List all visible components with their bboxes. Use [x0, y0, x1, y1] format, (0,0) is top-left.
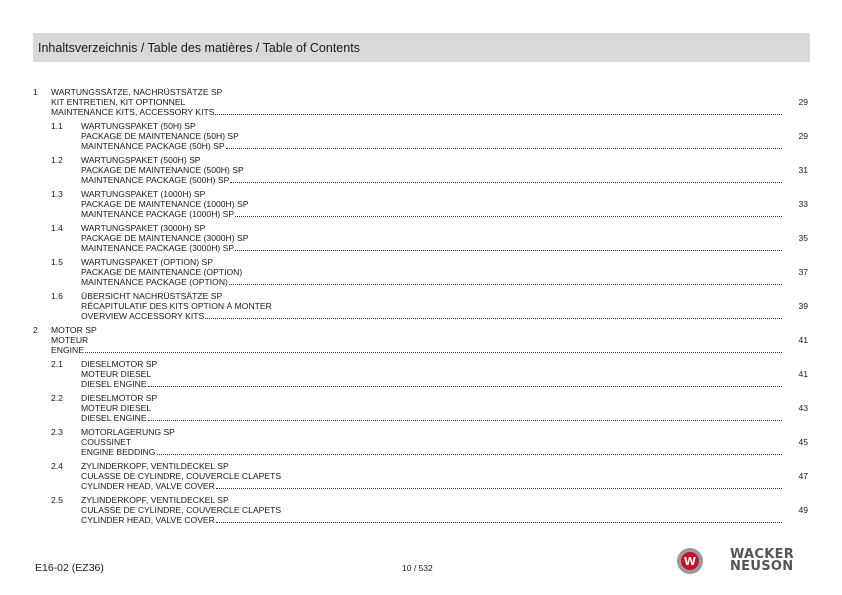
toc-entry-leader-row [81, 243, 810, 253]
toc-entry-page-number: 37 [798, 267, 808, 277]
toc-entry-title-line: DIESELMOTOR SP [81, 359, 158, 369]
toc-entry-title-line: MAINTENANCE PACKAGE (3000H) SP [81, 243, 235, 253]
toc-entry-leader-row [81, 447, 810, 457]
dot-leader [229, 284, 782, 285]
dot-leader [235, 216, 782, 217]
toc-entry-title-line: MAINTENANCE KITS, ACCESSORY KITS [51, 107, 215, 117]
toc-entry-leader-row [81, 413, 810, 423]
toc-entry-title-line: COUSSINET [81, 437, 132, 447]
toc-entry-number: 1.2 [51, 155, 63, 165]
toc-entry-number: 2.3 [51, 427, 63, 437]
toc-entry-number: 1.1 [51, 121, 63, 131]
toc-entry-leader-row [81, 481, 810, 491]
page-header [33, 33, 810, 62]
toc-entry-number: 2 [33, 325, 38, 335]
toc-entry-leader-row [81, 379, 810, 389]
toc-entry[interactable] [33, 393, 810, 423]
toc-entry-number: 1.3 [51, 189, 63, 199]
toc-entry-title-line: PACKAGE DE MAINTENANCE (50H) SP [81, 131, 239, 141]
toc-entry[interactable] [33, 87, 810, 117]
toc-entry-title-line: WARTUNGSPAKET (OPTION) SP [81, 257, 213, 267]
toc-entry-title-line: DIESEL ENGINE [81, 379, 147, 389]
toc-entry-leader-row [51, 107, 810, 117]
toc-entry-number: 1.6 [51, 291, 63, 301]
toc-entry-title-line: CYLINDER HEAD, VALVE COVER [81, 515, 215, 525]
dot-leader [216, 488, 782, 489]
toc-entry-title-line: PACKAGE DE MAINTENANCE (3000H) SP [81, 233, 249, 243]
toc-entry-title-line: DIESEL ENGINE [81, 413, 147, 423]
toc-entry-title-line: CYLINDER HEAD, VALVE COVER [81, 481, 215, 491]
dot-leader [215, 114, 782, 115]
toc-entry-title-line: DIESELMOTOR SP [81, 393, 158, 403]
toc-entry-title-line: ENGINE [51, 345, 84, 355]
toc-entry-page-number: 41 [798, 369, 808, 379]
toc-entry-title-line: MOTEUR [51, 335, 89, 345]
toc-entry[interactable] [33, 495, 810, 525]
toc-entry[interactable] [33, 359, 810, 389]
dot-leader [148, 386, 782, 387]
toc-entry-title-line: ÜBERSICHT NACHRÜSTSÄTZE SP [81, 291, 223, 301]
toc-entry-leader-row [81, 209, 810, 219]
toc-entry-title-line: PACKAGE DE MAINTENANCE (1000H) SP [81, 199, 249, 209]
dot-leader [235, 250, 782, 251]
toc-entry-title-line: ZYLINDERKOPF, VENTILDECKEL SP [81, 495, 229, 505]
dot-leader [226, 148, 782, 149]
toc-entry-page-number: 33 [798, 199, 808, 209]
toc-entry[interactable] [33, 189, 810, 219]
toc-entry-number: 2.2 [51, 393, 63, 403]
toc-entry-page-number: 35 [798, 233, 808, 243]
dot-leader [230, 182, 782, 183]
toc-entry-leader-row [51, 345, 810, 355]
toc-entry-title-line: WARTUNGSPAKET (1000H) SP [81, 189, 206, 199]
logo-wordmark [730, 549, 794, 573]
toc-entry-page-number: 49 [798, 505, 808, 515]
toc-entry-title-line: ZYLINDERKOPF, VENTILDECKEL SP [81, 461, 229, 471]
toc-entry-title-line: PACKAGE DE MAINTENANCE (500H) SP [81, 165, 244, 175]
toc-entry-page-number: 39 [798, 301, 808, 311]
toc-entry-page-number: 43 [798, 403, 808, 413]
toc-entry-number: 2.4 [51, 461, 63, 471]
logo-mark: W [681, 552, 699, 570]
dot-leader [85, 352, 782, 353]
toc-entry-title-line: CULASSE DE CYLINDRE, COUVERCLE CLAPETS [81, 505, 282, 515]
toc-entry-leader-row [81, 277, 810, 287]
toc-entry-number: 1 [33, 87, 38, 97]
toc-entry[interactable] [33, 155, 810, 185]
page-indicator: 10 / 532 [402, 563, 433, 573]
toc-entry-title-line: WARTUNGSPAKET (3000H) SP [81, 223, 206, 233]
toc-entry-title-line: MOTEUR DIESEL [81, 369, 152, 379]
toc-entry[interactable] [33, 427, 810, 457]
logo-line-1: WACKER [730, 547, 795, 562]
toc-entry-title-line: ENGINE BEDDING [81, 447, 156, 457]
toc-entry-number: 1.5 [51, 257, 63, 267]
toc-entry-page-number: 31 [798, 165, 808, 175]
toc-entry-title-line: MAINTENANCE PACKAGE (500H) SP [81, 175, 230, 185]
toc-entry[interactable] [33, 291, 810, 321]
toc-entry-title-line: RÉCAPITULATIF DES KITS OPTION À MONTER [81, 301, 272, 311]
toc-entry-title-line: KIT ENTRETIEN, KIT OPTIONNEL [51, 97, 186, 107]
table-of-contents [33, 87, 810, 529]
toc-entry-title-line: CULASSE DE CYLINDRE, COUVERCLE CLAPETS [81, 471, 282, 481]
logo-line-2: NEUSON [730, 559, 794, 574]
toc-entry[interactable] [33, 461, 810, 491]
toc-entry-leader-row [81, 515, 810, 525]
wacker-neuson-logo-icon [677, 548, 703, 574]
toc-entry-title-line: PACKAGE DE MAINTENANCE (OPTION) [81, 267, 243, 277]
dot-leader [216, 522, 782, 523]
toc-entry[interactable] [33, 223, 810, 253]
toc-entry-title-line: WARTUNGSPAKET (50H) SP [81, 121, 196, 131]
page-title: Inhaltsverzeichnis / Table des matières / Table of Contents [38, 40, 360, 55]
toc-entry-title-line: WARTUNGSPAKET (500H) SP [81, 155, 201, 165]
toc-entry-leader-row [81, 141, 810, 151]
dot-leader [205, 318, 782, 319]
toc-entry-title-line: MOTOR SP [51, 325, 97, 335]
document-id: E16-02 (EZ36) [35, 562, 104, 574]
toc-entry-title-line: MOTEUR DIESEL [81, 403, 152, 413]
toc-entry-page-number: 47 [798, 471, 808, 481]
toc-entry-title-line: WARTUNGSSÄTZE, NACHRÜSTSÄTZE SP [51, 87, 223, 97]
toc-entry[interactable] [33, 121, 810, 151]
toc-entry-page-number: 45 [798, 437, 808, 447]
toc-entry-title-line: MAINTENANCE PACKAGE (1000H) SP [81, 209, 235, 219]
toc-entry-title-line: OVERVIEW ACCESSORY KITS [81, 311, 205, 321]
toc-entry-title-line: MOTORLAGERUNG SP [81, 427, 175, 437]
toc-entry-title-line: MAINTENANCE PACKAGE (OPTION) [81, 277, 228, 287]
brand-logo [677, 545, 807, 577]
toc-entry-page-number: 41 [798, 335, 808, 345]
toc-entry-page-number: 29 [798, 131, 808, 141]
dot-leader [157, 454, 783, 455]
toc-entry-title-line: MAINTENANCE PACKAGE (50H) SP [81, 141, 225, 151]
toc-entry-leader-row [81, 311, 810, 321]
toc-entry-leader-row [81, 175, 810, 185]
toc-entry[interactable] [33, 257, 810, 287]
toc-entry-number: 2.5 [51, 495, 63, 505]
toc-entry-number: 1.4 [51, 223, 63, 233]
toc-entry[interactable] [33, 325, 810, 355]
toc-entry-page-number: 29 [798, 97, 808, 107]
toc-entry-number: 2.1 [51, 359, 63, 369]
dot-leader [148, 420, 782, 421]
